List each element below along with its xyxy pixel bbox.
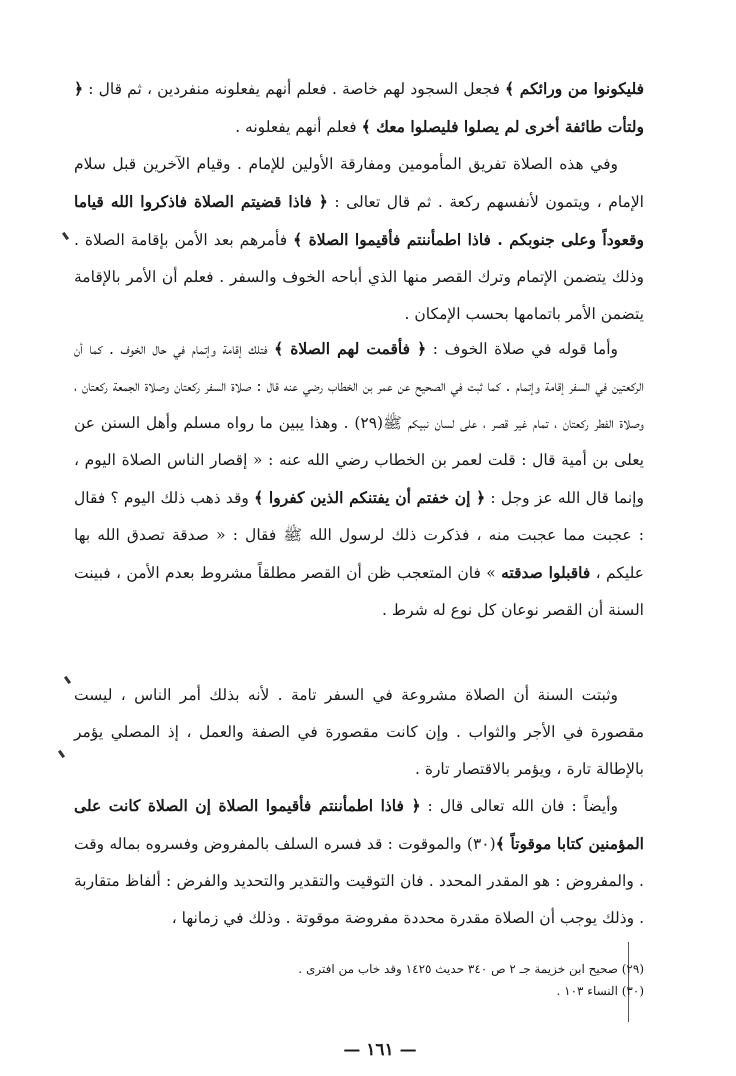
paragraph-text xyxy=(74,146,644,333)
text-run: وأيضاً : فان الله تعالى قال : xyxy=(420,797,618,815)
margin-mark xyxy=(58,750,65,758)
footnotes xyxy=(300,958,644,1002)
text-run: وأما قوله في صلاة الخوف : xyxy=(426,340,618,358)
hadith-quote: فاقبلوا صدقته xyxy=(501,563,591,582)
margin-mark xyxy=(64,676,71,684)
page-number: — ١٦١ — xyxy=(343,1040,417,1060)
text-run: فجعل السجود لهم خاصة . فعلم أنهم يفعلونه منفردين ، ثم قال : xyxy=(83,80,506,98)
text-run: (٣٠) والموقوت : قد فسره السلف بالمفروض وفسروه بماله وقت . والمفروض : هو المقدر المحدد . فان التوقيت والتقدير والتحديد والفرض : ألفاظ متقاربة . وذلك يوجب أن الصلاة مقدرة محددة مفروضة موقوتة . وذلك في زمانها ، xyxy=(74,835,644,927)
quran-quote: فليكونوا من ورائكم ﴾ xyxy=(505,79,644,98)
footnote-30: (٣٠) النساء ١٠٣ . xyxy=(556,984,644,998)
paragraph-text xyxy=(74,677,644,788)
text-run: وقد ذهب ذلك اليوم ؟ فقال : عجبت مما عجبت منه ، فذكرت ذلك لرسول الله ﷺ فقال : « صدقة تصدق الله بها عليكم ، xyxy=(74,489,644,582)
quran-quote: ﴿ فاذا قضيتم الصلاة فاذكروا الله قياما وقعوداً وعلى جنوبكم . فاذا اطمأننتم فأقيموا الصلاة ﴾ xyxy=(74,192,644,249)
quran-quote: ﴿ فأقمت لهم الصلاة ﴾ xyxy=(274,339,427,358)
footnote-29: (٢٩) صحيح ابن خزيمة جـ ٢ ص ٣٤٠ حديث ١٤٢٥ وقد خاب من افترى . xyxy=(298,962,644,976)
margin-mark xyxy=(62,232,69,240)
text-run: وفي هذه الصلاة تفريق المأمومين ومفارقة الأولين للإمام . وقيام الآخرين قبل سلام الإمام ، ويتمون لأنفسهم ركعة . ثم قال تعالى : xyxy=(74,155,644,211)
paragraph-text xyxy=(74,70,644,146)
paragraph-5 xyxy=(74,787,644,937)
quran-quote: ﴿ ولتأت طائفة أخرى لم يصلوا فليصلوا معك ﴾ xyxy=(74,79,644,136)
quran-quote: ﴿ فاذا اطمأننتم فأقيموا الصلاة إن الصلاة كانت على المؤمنين كتابا موقوتاً ﴾ xyxy=(74,796,644,853)
paragraph-4 xyxy=(74,677,644,788)
paragraph-2 xyxy=(74,146,644,333)
text-run: وثبتت السنة أن الصلاة مشروعة في السفر تامة . لأنه بذلك أمر الناس ، ليست مقصورة في الأجر والثواب . وإن كانت مقصورة في الصفة والعمل ، إذ المصلي يؤمر بالإطالة تارة ، ويؤمر بالاقتصار تارة . xyxy=(74,686,644,778)
quran-quote: ﴿ إن خفتم أن يفتنكم الذين كفروا ﴾ xyxy=(254,488,486,507)
text-run: فأمرهم بعد الأمن بإقامة الصلاة . وذلك يتضمن الإتمام وترك القصر منها الذي أباحه الخوف والسفر . فعلم أن الأمر بالإقامة يتضمن الأمر باتمامها بحسب الإمكان . xyxy=(74,231,644,323)
text-run: فتلك إقامة وإتمام في حال الخوف . كما أن الركعتين في السفر إقامة وإتمام . كما ثبت في الصحيح عن عمر بن الخطاب رضي عنه قال : صلاة السفر ركعتان وصلاة الجمعة ركعتان ، وصلاة الفطر ركعتان ، تمام غير قصر ، على لسان نبيكم ﷺ(٢٩) . وهذا يبين ما رواه مسلم وأهل السنن عن يعلى بن أمية قال : قلت لعمر بن الخطاب رضي الله عنه : « إقصار الناس الصلاة اليوم ، وإنما قال الله عز وجل : xyxy=(74,340,644,507)
text-run: » فان المتعجب ظن أن القصر مطلقاً مشروط بعدم الأمن ، فبينت السنة أن القصر نوعان كل نوع له شرط . xyxy=(74,564,644,619)
paragraph-text xyxy=(74,330,644,629)
paragraph-1 xyxy=(74,70,644,146)
paragraph-text xyxy=(74,787,644,937)
text-run: فعلم أنهم يفعلونه . xyxy=(235,118,362,136)
paragraph-3 xyxy=(74,330,644,629)
